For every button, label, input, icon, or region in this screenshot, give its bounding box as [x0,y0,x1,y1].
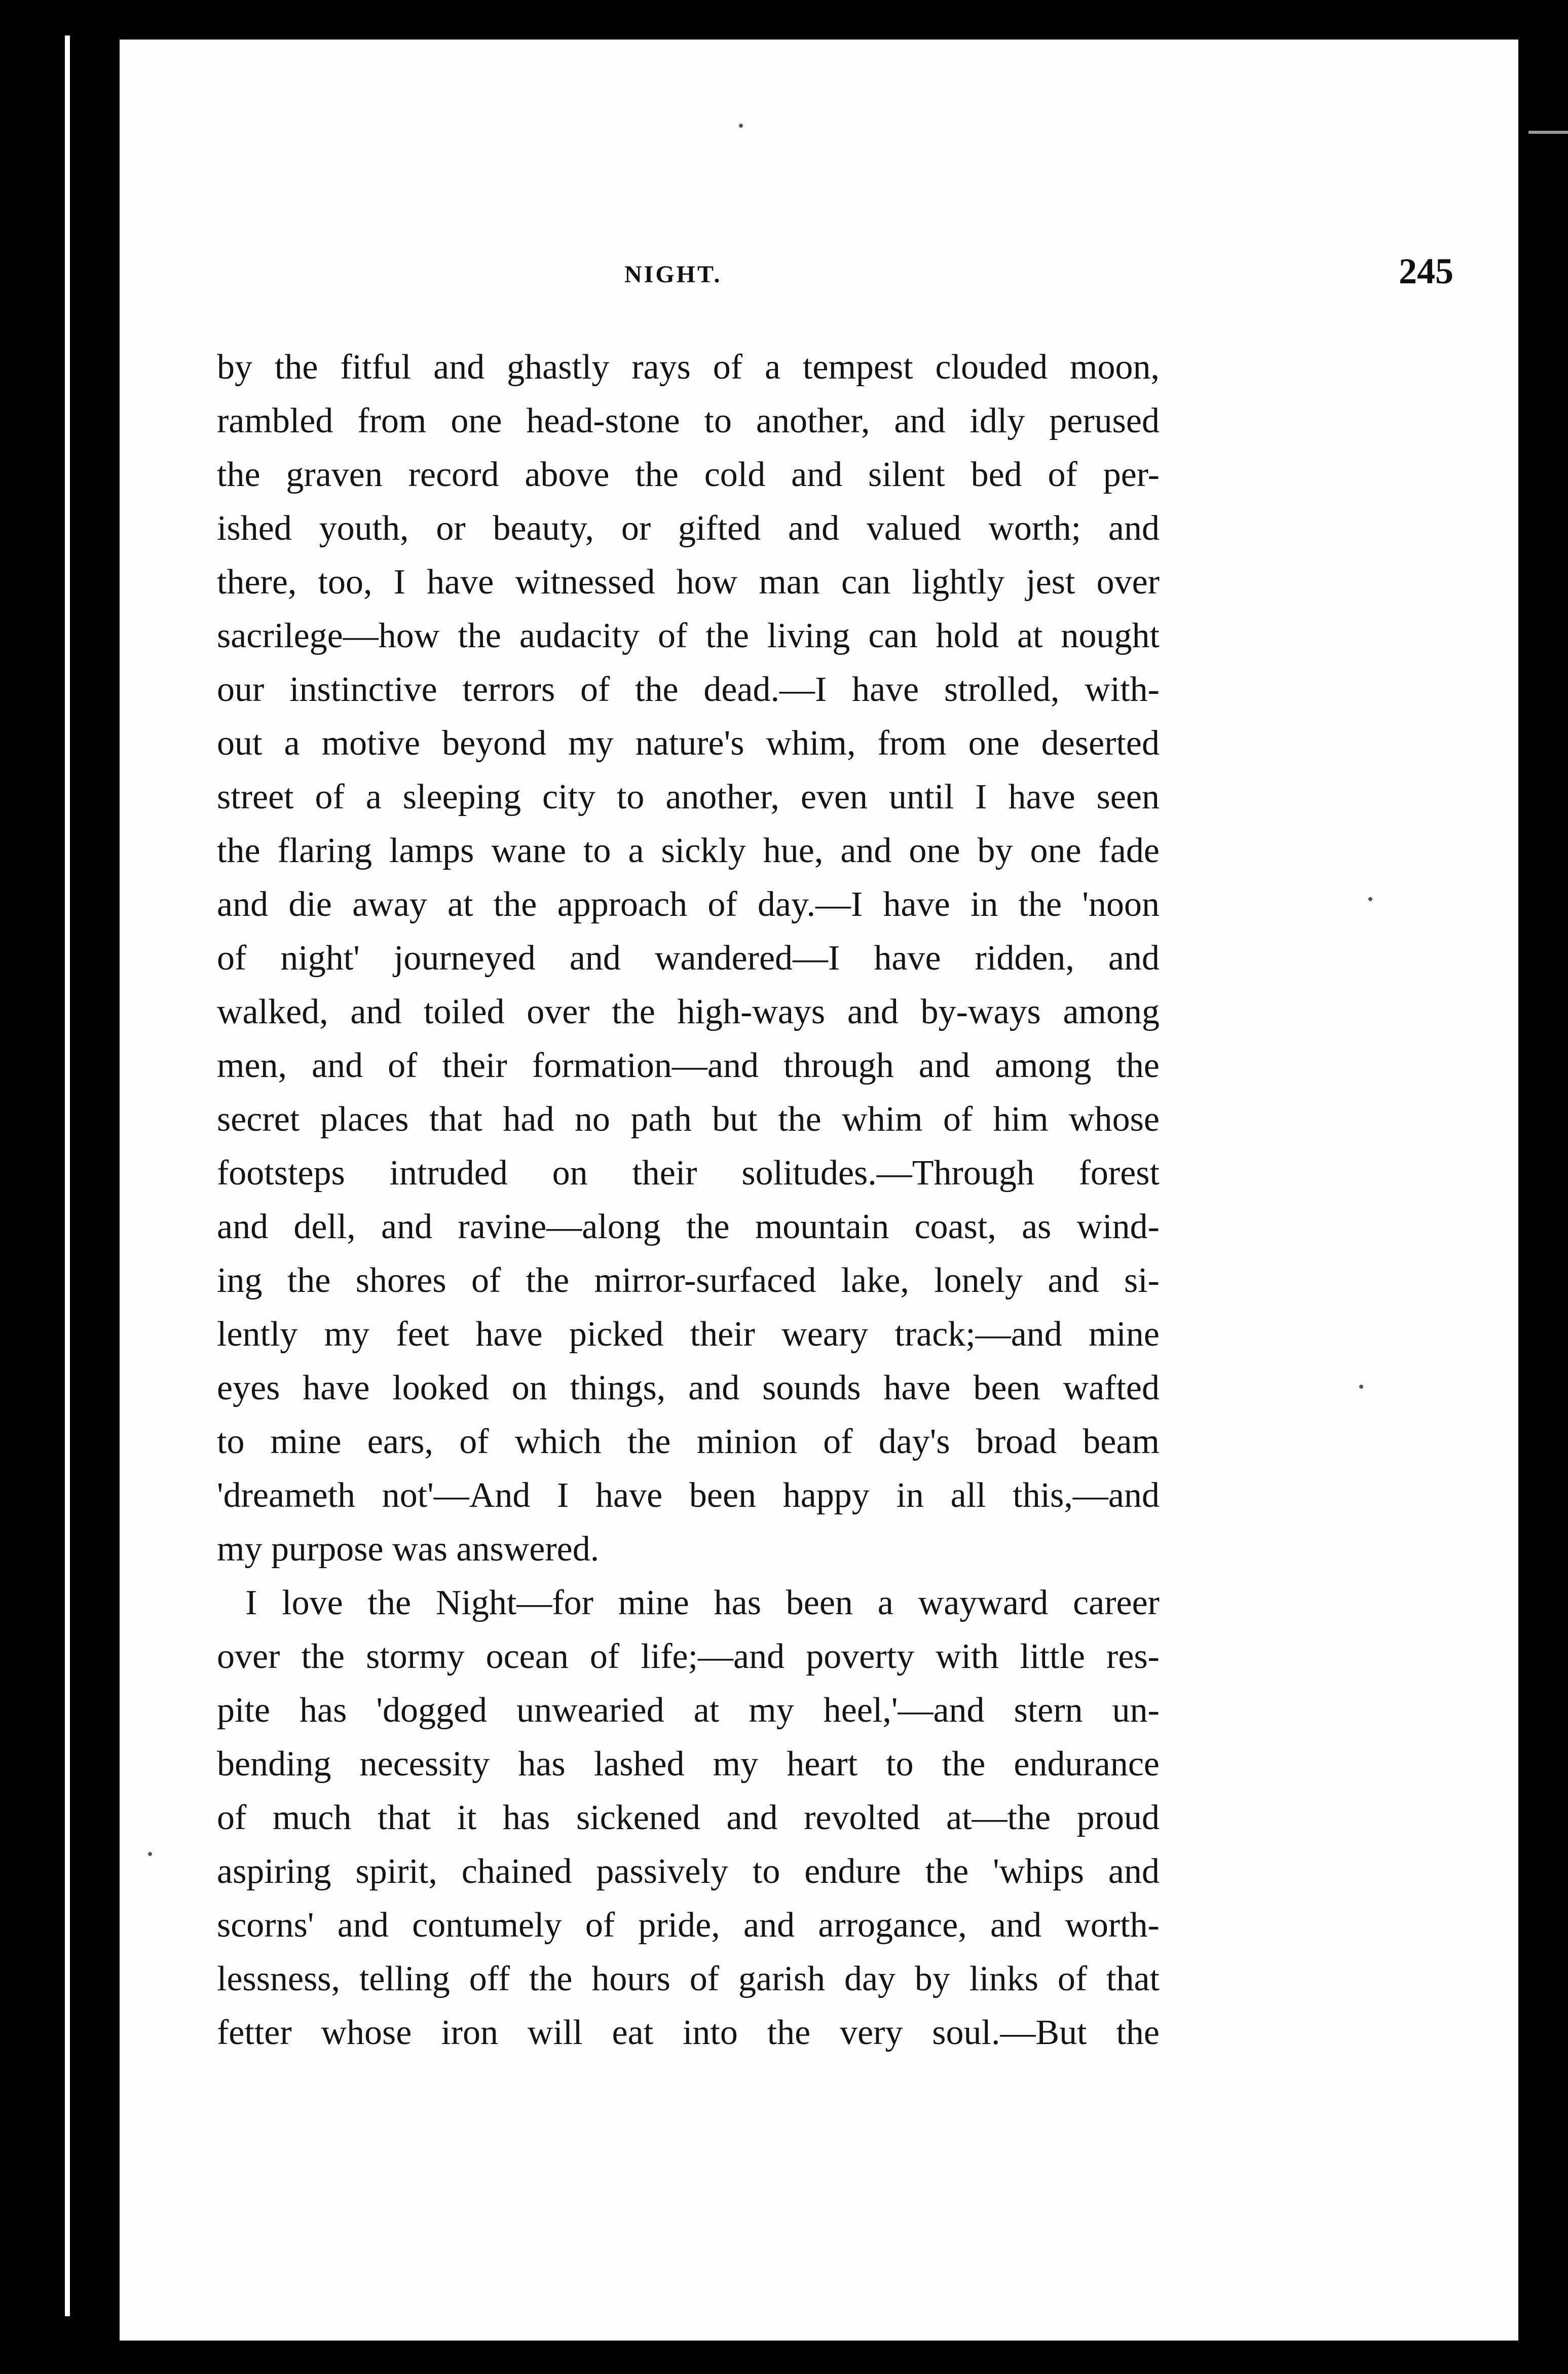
text-line: out a motive beyond my nature's whim, from one deserted [217,724,1160,763]
text-line: ished youth, or beauty, or gifted and valued worth; and [217,509,1160,548]
text-line: secret places that had no path but the whim of him whose [217,1100,1160,1139]
text-line: of much that it has sickened and revolted at—the proud [217,1798,1160,1837]
text-line: ing the shores of the mirror-surfaced lake, lonely and si- [217,1261,1160,1300]
text-line: of night' journeyed and wandered—I have ridden, and [217,939,1160,978]
text-line: 'dreameth not'—And I have been happy in all this,—and [217,1476,1160,1515]
text-line: and die away at the approach of day.—I have in the 'noon [217,885,1160,924]
text-line: scorns' and contumely of pride, and arrogance, and worth- [217,1906,1160,1945]
text-line: fetter whose iron will eat into the very soul.—But the [217,2013,1160,2052]
text-line: sacrilege—how the audacity of the living can hold at nought [217,616,1160,655]
text-line: aspiring spirit, chained passively to endure the 'whips and [217,1852,1160,1891]
text-line: there, too, I have witnessed how man can lightly jest over [217,563,1160,602]
paragraph-start-line: I love the Night—for mine has been a wayward career [245,1583,1160,1622]
text-line: street of a sleeping city to another, even until I have seen [217,777,1160,817]
page-edge [65,35,70,2316]
text-line: and dell, and ravine—along the mountain coast, as wind- [217,1207,1160,1246]
text-line: eyes have looked on things, and sounds have been wafted [217,1368,1160,1407]
text-line: over the stormy ocean of life;—and poverty with little res- [217,1637,1160,1676]
running-title: NIGHT. [624,261,722,288]
text-line: to mine ears, of which the minion of day's broad beam [217,1422,1160,1461]
paragraph-end-line: my purpose was answered. [217,1530,600,1569]
binding-shadow [0,0,122,2374]
text-line: walked, and toiled over the high-ways and by-ways among [217,992,1160,1031]
text-line: by the fitful and ghastly rays of a tempest clouded moon, [217,348,1160,387]
text-line: footsteps intruded on their solitudes.—Through forest [217,1154,1160,1193]
text-line: pite has 'dogged unwearied at my heel,'—and stern un- [217,1691,1160,1730]
text-line: men, and of their formation—and through and among the [217,1046,1160,1085]
text-line: rambled from one head-stone to another, and idly perused [217,401,1160,440]
text-line: the flaring lamps wane to a sickly hue, and one by one fade [217,831,1160,870]
body-text [217,341,1160,2060]
page-number: 245 [1399,251,1453,291]
text-line: our instinctive terrors of the dead.—I have strolled, with- [217,670,1160,709]
text-line: bending necessity has lashed my heart to the endurance [217,1745,1160,1784]
page-corner-curl [1528,131,1568,240]
text-line: lently my feet have picked their weary track;—and mine [217,1315,1160,1354]
text-line: lessness, telling off the hours of garish day by links of that [217,1959,1160,1998]
text-line: the graven record above the cold and silent bed of per- [217,455,1160,494]
